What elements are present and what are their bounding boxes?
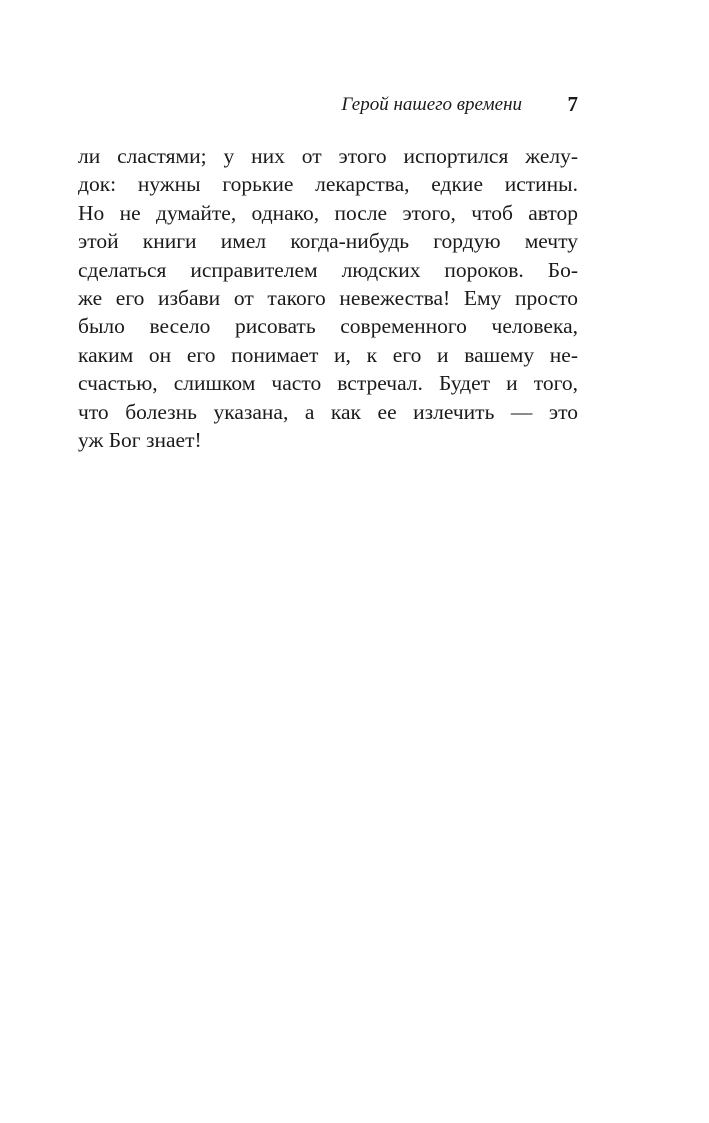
text-line: сделаться исправителем людских пороков. Бо- — [78, 257, 578, 282]
text-line: док: нужны горькие лекарства, едкие истины. — [78, 172, 578, 197]
text-line: Но не думайте, однако, после этого, чтоб автор — [78, 200, 578, 225]
text-line: этой книги имел когда-нибудь гордую мечту — [78, 229, 578, 254]
text-line: ли сластями; у них от этого испортился желу- — [78, 144, 578, 168]
text-line: что болезнь указана, а как ее излечить — это — [78, 399, 578, 424]
body-text — [78, 142, 578, 454]
text-line: каким он его понимает и, к его и вашему не- — [78, 342, 578, 367]
running-title: Герой нашего времени — [341, 94, 522, 115]
text-line: уж Бог знает! — [78, 427, 202, 452]
text-line: счастью, слишком часто встречал. Будет и того, — [78, 371, 578, 396]
text-line: же его избави от такого невежества! Ему просто — [78, 285, 578, 310]
page-number: 7 — [567, 92, 578, 116]
text-line: было весело рисовать современного человека, — [78, 314, 578, 339]
running-head — [78, 90, 578, 122]
